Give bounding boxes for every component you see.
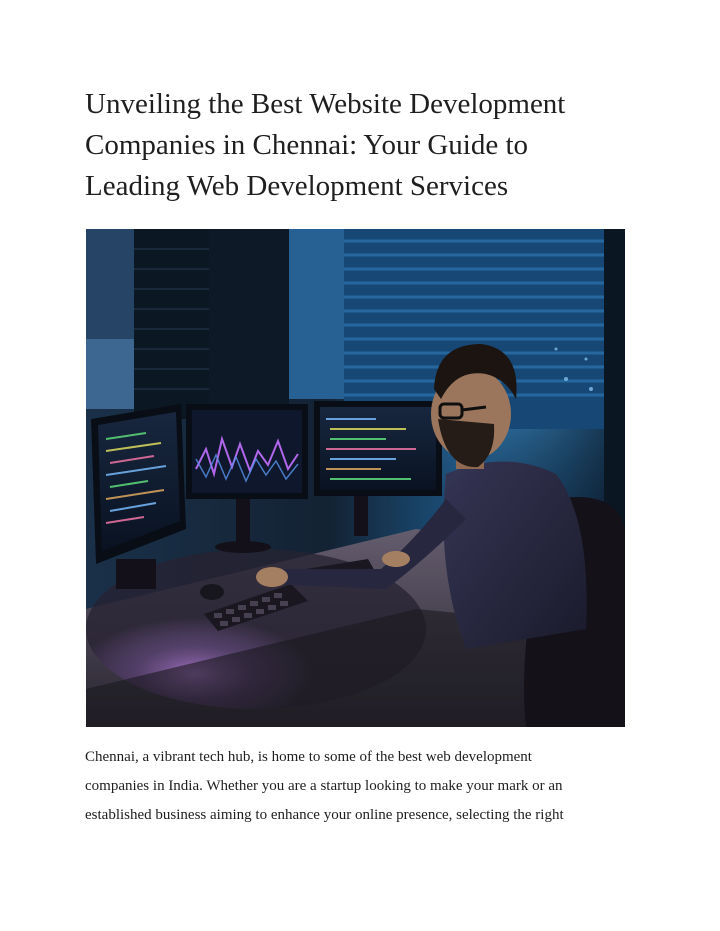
title-line-1: Unveiling the Best Website Development [85, 88, 566, 120]
title-line-3: Leading Web Development Services [85, 170, 509, 202]
body-line-2: companies in India. Whether you are a startup looking to make your mark or an [85, 778, 563, 794]
hero-photo-developer-at-monitors [86, 229, 625, 727]
intro-paragraph [85, 743, 645, 830]
body-line-3: established business aiming to enhance your online presence, selecting the right [85, 807, 564, 823]
body-line-1: Chennai, a vibrant tech hub, is home to some of the best web development [85, 749, 532, 765]
article-title [85, 84, 645, 207]
title-line-2: Companies in Chennai: Your Guide to [85, 129, 529, 161]
